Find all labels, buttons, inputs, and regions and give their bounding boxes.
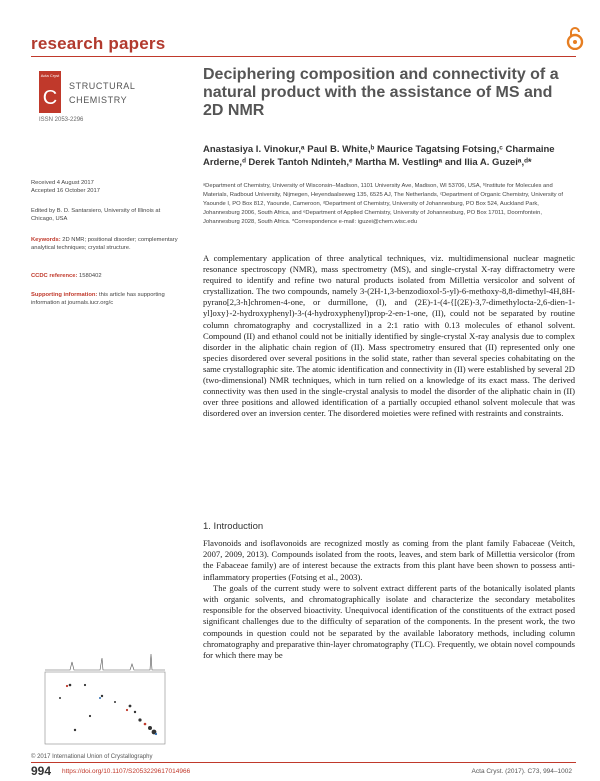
section-header: research papers [31,34,166,53]
open-access-icon [565,26,585,50]
ccdc-value: 1580402 [79,273,102,279]
ccdc-reference [31,272,179,280]
abstract: A complementary application of three analytical techniques, viz. multidimensional nuclear magnetic resonance spectroscopy (NMR), mass spectrometry (MS), and single-crystal X-ray diffractometry were required to identify and refine two natural products isolated from Millettia versicolor and solvent of crystallization. The two compounds, namely 3-(2H-1,3-benzodioxol-5-yl)-6-methoxy-8,8-dimethyl-4H,8H-pyrano[2,3-h]chromen-4-one, or durmillone, (I), and (2E)-1-(4-{[(2E)-3,7-dimethylocta-2,6-dien-1-yl]oxy}-2-hydroxyphenyl)-3-(4-hydroxyphenyl)prop-2-en-1-one, (II), could not be separated by routine column chromatography and cocrystallized in a 2:1 ratio with 0.13 molecules of ethanol solvent. Compound (II) and ethanol could not be initially identified by single-crystal X-ray analysis due to complex disorder in the aliphatic chain region of (II). Mass spectrometry ensured that (II) represented only one species disordered over several positions in the solid state, rather than several species cohabitating on the same crystallographic site. The atomic identification and connectivity in (II) were established by several 2D (two-dimensional) NMR techniques, which in turn relied on a knowledge of its exact mass. The derived connectivity was then used in the single-crystal analysis to model the disorder of the aliphatic chain in (II) over three positions and allowed identification of a partially occupied ethanol solvent molecule that was disordered over an inversion center. The disordered moieties were refined with restraints and constraints. [203,253,575,419]
page-number: 994 [31,764,52,778]
copyright: © 2017 International Union of Crystallography [31,754,153,760]
keywords-label: Keywords: [31,237,61,243]
keywords-text: 2D NMR; positional disorder; complementary analytical techniques; crystal structure. [31,237,178,251]
footer-rule [31,762,576,763]
supporting-info-label: Supporting information: [31,292,98,298]
journal-name: STRUCTURAL CHEMISTRY [69,81,136,105]
ccdc-label: CCDC reference: [31,273,78,279]
journal-logo-label: Acta Cryst [40,73,60,78]
supporting-info-link[interactable]: this article has supporting information at journals.iucr.org/c [31,292,165,306]
nmr-spectrum-figure [30,650,180,750]
keywords [31,236,179,252]
editor-note: Edited by B. D. Santarsiero, University of Illinois at Chicago, USA [31,208,161,222]
author-list: Anastasiya I. Vinokur,ᵃ Paul B. White,ᵇ Maurice Tagatsing Fotsing,ᶜ Charmaine Arderne,ᵈ Derek Tantoh Ndinteh,ᵉ Martha M. Vestlingᵃ and Ilia A. Guzeiᵃ,ᵈ* [203,144,555,168]
intro-paragraph: Flavonoids and isoflavonoids are recognized mostly as coming from the plant family Fabaceae (Veitch, 2007, 2009, 2013). Compounds isolated from the roots, leaves, and stem bark of Millettia versicolor (from the Fabaceae family) are of interest because the extracts from this plant have been shown to possess anti-inflammatory properties (Fotsing et al., 2003). [203,538,575,582]
accepted-date: Accepted 16 October 2017 [31,188,100,194]
introduction-body [203,538,575,661]
affiliations: ᵃDepartment of Chemistry, University of Wisconsin–Madison, 1101 University Ave, Madison, WI 53706, USA, ᵇInstitute for Molecules and Materials, Radboud University, Nijmegen, Heyendaalseweg 135, 6525 AJ, The Netherlands, ᶜDepartment of Organic Chemistry, University of Yaounde I, PO Box 812, Yaounde, Cameroon, ᵈDepartment of Chemistry, University of Johannesburg, PO Box 524, Auckland Park, Johannesburg 2006, South Africa, and ᵉDepartment of Applied Chemistry, University of Johannesburg, PO Box 17011, Doornfontein, Johannesburg 2028, South Africa. *Correspondence e-mail: iguzei@chem.wisc.edu [203,183,564,225]
journal-logo-letter: C [42,87,58,109]
issn: ISSN 2053-2296 [39,117,84,123]
header-rule [31,56,576,57]
doi-link[interactable]: https://doi.org/10.1107/S2053229617014966 [62,768,191,775]
received-date: Received 4 August 2017 [31,180,94,186]
journal-citation: Acta Cryst. (2017). C73, 994–1002 [471,768,572,775]
section-heading: 1. Introduction [203,521,264,532]
supporting-info [31,291,179,307]
article-title: Deciphering composition and connectivity of a natural product with the assistance of MS and 2D NMR [203,66,559,119]
intro-paragraph: The goals of the current study were to solvent extract different parts of the botanically isolated plants with organic solvents, and chromatographically isolate and characterize the secondary metabolites responsible for the observed bioactivity. Unequivocal identification of the constituents of the extract posed significant challenges due to the difficulty of separation of the components. In the present work, the two compounds in question could not be separated by the available laboratory methods, including column chromatography and preparative thin-layer chromatography (TLC). Frequently, we obtain novel compounds for which there may be [203,582,575,661]
